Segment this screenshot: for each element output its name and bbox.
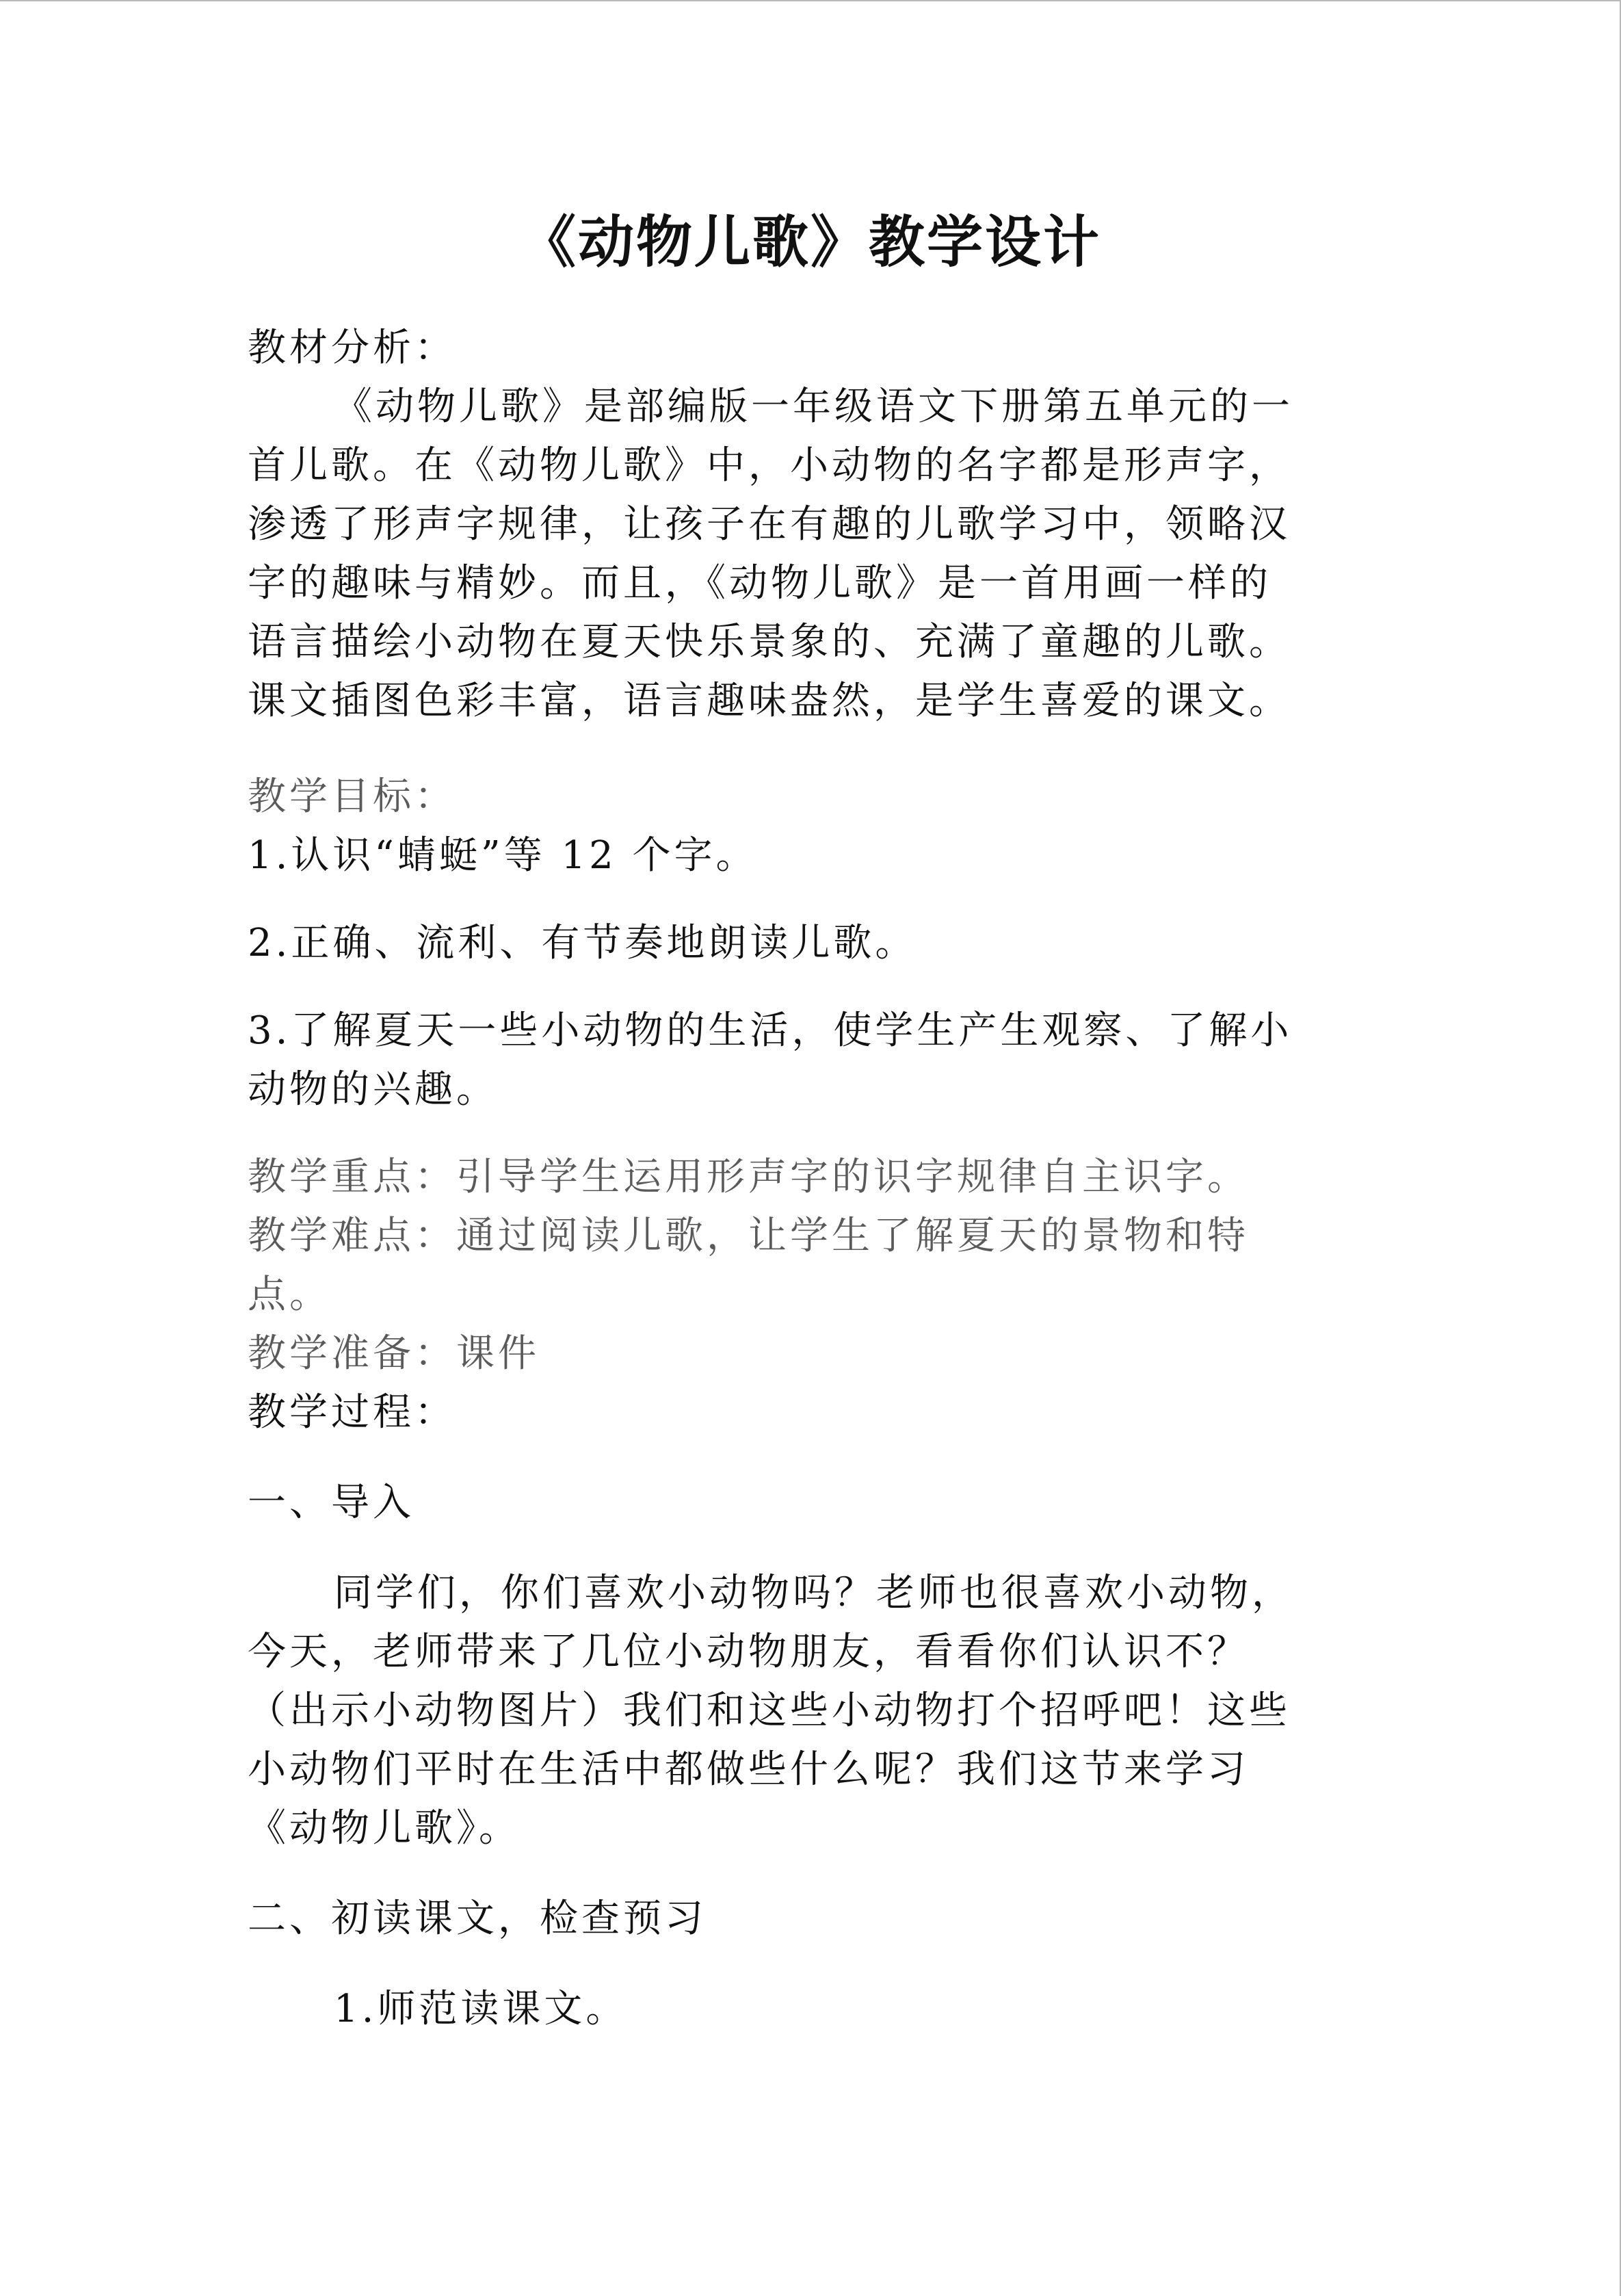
objective-item: 3.了解夏天一些小动物的生活，使学生产生观察、了解小 [248, 1008, 1293, 1053]
part2-heading: 二、初读课文，检查预习 [248, 1896, 707, 1941]
part1-line: 小动物们平时在生活中都做些什么呢？我们这节来学习 [248, 1747, 1249, 1792]
objective-item-continued: 动物的兴趣。 [248, 1067, 498, 1112]
part1-line: 《动物儿歌》。 [248, 1806, 520, 1851]
part1-line: （出示小动物图片）我们和这些小动物打个招呼吧！这些 [248, 1688, 1291, 1733]
difficulty-continued: 点。 [248, 1273, 331, 1317]
process-heading: 教学过程： [248, 1390, 456, 1435]
objectives-heading: 教学目标： [248, 774, 456, 819]
material-analysis-line: 字的趣味与精妙。而且，《动物儿歌》是一首用画一样的 [248, 561, 1271, 605]
key-point: 教学重点：引导学生运用形声字的识字规律自主识字。 [248, 1155, 1249, 1199]
part1-heading: 一、导入 [248, 1480, 414, 1525]
objective-item: 1.认识“蜻蜓”等 12 个字。 [248, 833, 758, 878]
material-analysis-heading: 教材分析： [248, 326, 456, 370]
material-analysis-line: 语言描绘小动物在夏天快乐景象的、充满了童趣的儿歌。 [248, 620, 1291, 664]
difficulty: 教学难点：通过阅读儿歌，让学生了解夏天的景物和特 [248, 1214, 1249, 1258]
objective-item: 2.正确、流利、有节奏地朗读儿歌。 [248, 921, 917, 965]
part1-line: 今天，老师带来了几位小动物朋友，看看你们认识不？ [248, 1630, 1249, 1674]
part1-line: 同学们，你们喜欢小动物吗？老师也很喜欢小动物， [334, 1571, 1293, 1615]
material-analysis-line: 课文插图色彩丰富，语言趣味盎然，是学生喜爱的课文。 [248, 679, 1291, 723]
preparation: 教学准备：课件 [248, 1331, 540, 1376]
material-analysis-line: 首儿歌。在《动物儿歌》中，小动物的名字都是形声字， [248, 443, 1291, 488]
material-analysis-line: 渗透了形声字规律，让孩子在有趣的儿歌学习中，领略汉 [248, 502, 1291, 547]
material-analysis-line: 《动物儿歌》是部编版一年级语文下册第五单元的一 [334, 384, 1293, 429]
document-title: 《动物儿歌》教学设计 [519, 209, 1101, 275]
part2-item: 1.师范读课文。 [334, 1987, 628, 2031]
